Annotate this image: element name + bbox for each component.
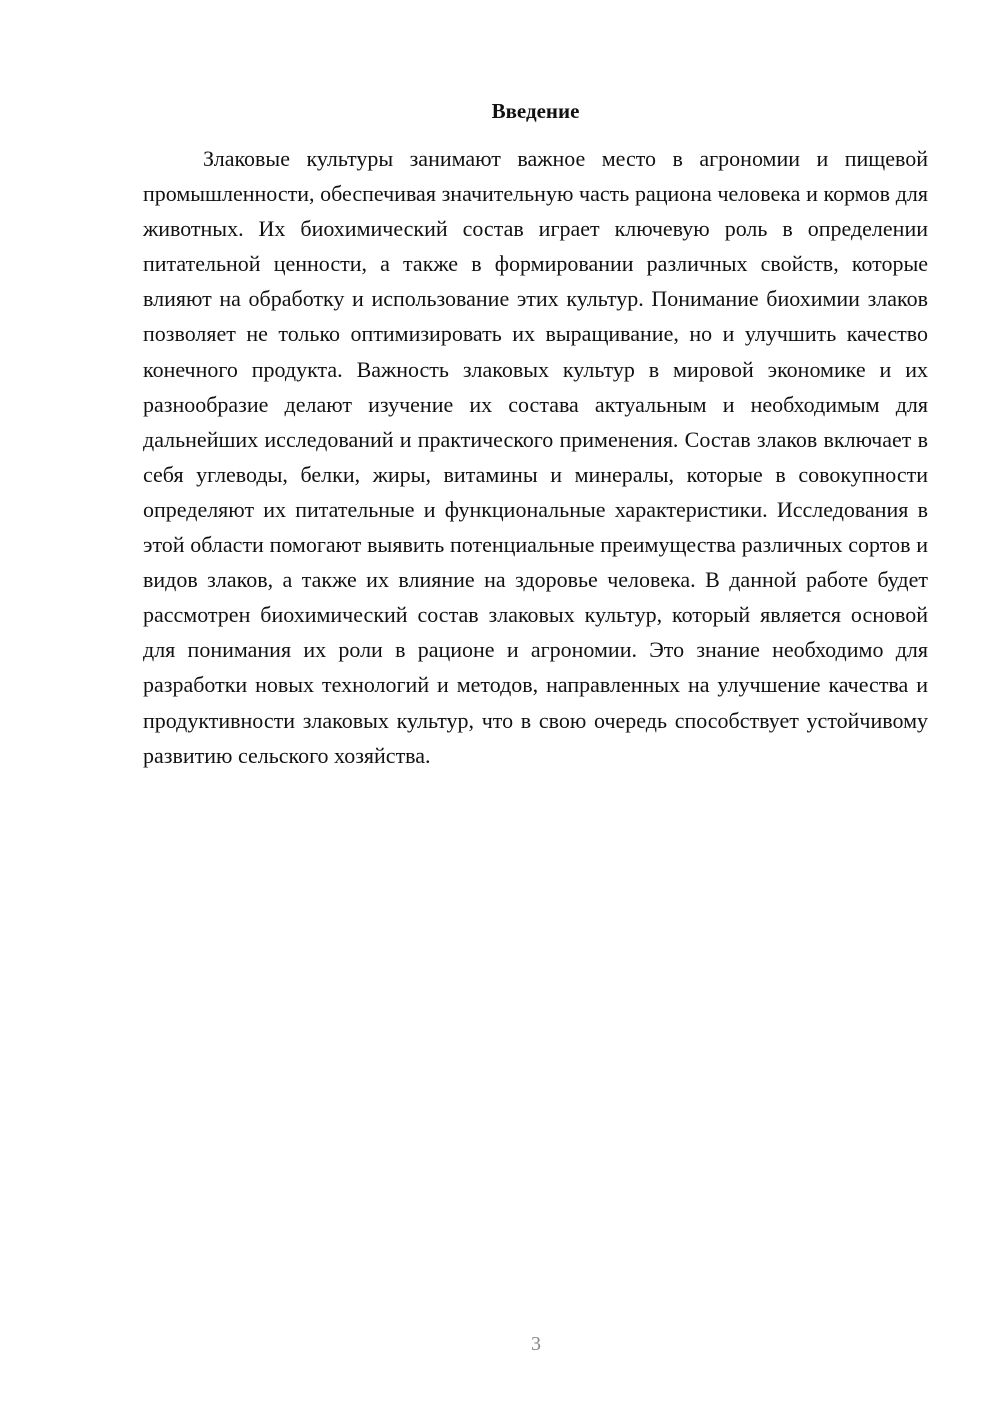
body-paragraph: Злаковые культуры занимают важное место в агрономии и пищевой промышленности, обеспечивая значительную часть рациона человека и кормов для животных. Их биохимический состав играет ключевую роль в определении питательной ценности, а также в формировании различных свойств, которые влияют на обработку и использование этих культур. Понимание биохимии злаков позволяет не только оптимизировать их выращивание, но и улучшить качество конечного продукта. Важность злаковых культур в мировой экономике и их разнообразие делают изучение их состава актуальным и необходимым для дальнейших исследований и практического применения. Состав злаков включает в себя углеводы, белки, жиры, витамины и минералы, которые в совокупности определяют их питательные и функциональные характеристики. Исследования в этой области помогают выявить потенциальные преимущества различных сортов и видов злаков, а также их влияние на здоровье человека. В данной работе будет рассмотрен биохимический состав злаковых культур, который является основой для понимания их роли в рационе и агрономии. Это знание необходимо для разработки новых технологий и методов, направленных на улучшение качества и продуктивности злаковых культур, что в свою очередь способствует устойчивому развитию сельского хозяйства.: [143, 146, 928, 768]
section-heading: Введение: [491, 99, 580, 123]
page-number: 3: [531, 1333, 541, 1355]
